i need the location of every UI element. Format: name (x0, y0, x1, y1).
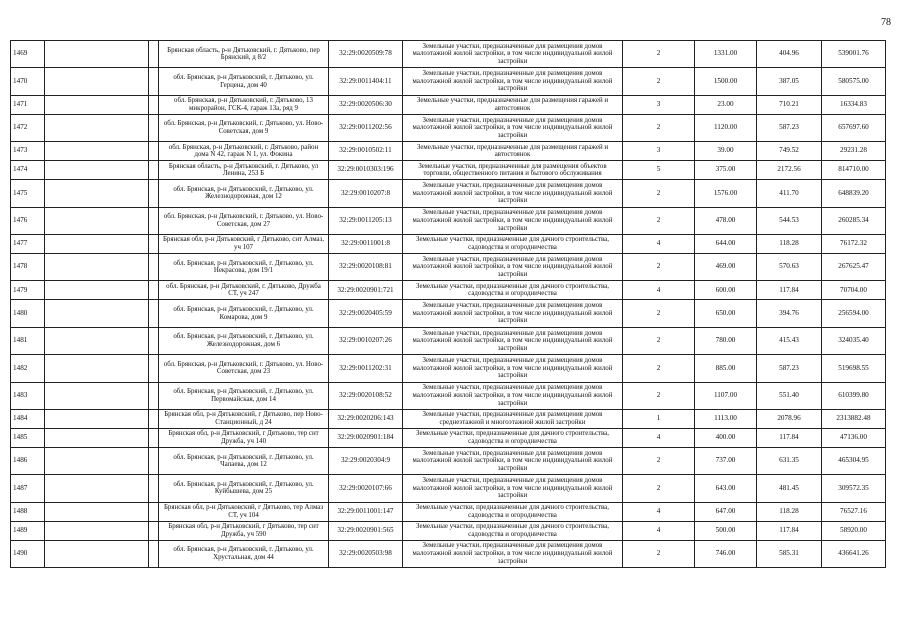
blank-cell (45, 409, 149, 428)
specific-value-cell: 404.96 (757, 41, 822, 68)
address-cell: обл. Брянская, р-н Дятьковский, г. Дятьково, ул. Железнодорожная, дом 12 (159, 180, 329, 207)
table-row (11, 114, 886, 141)
specific-value-cell: 117.84 (757, 428, 822, 447)
area-cell: 500.00 (695, 521, 757, 540)
group-cell: 2 (623, 355, 695, 382)
spacer-cell (149, 41, 159, 68)
blank-cell (45, 114, 149, 141)
specific-value-cell: 710.21 (757, 95, 822, 114)
address-cell: Брянская область, р-н Дятьковский, г. Дятьково, пер Брянский, д 8/2 (159, 41, 329, 68)
cadastral-number-cell: 32:29:0020108:52 (329, 382, 403, 409)
row-number-cell: 1484 (11, 409, 45, 428)
table-body (11, 41, 886, 568)
spacer-cell (149, 300, 159, 327)
blank-cell (45, 281, 149, 300)
row-number-cell: 1478 (11, 253, 45, 280)
table-row (11, 207, 886, 234)
cadastral-value-cell: 256594.00 (822, 300, 886, 327)
table-row (11, 142, 886, 161)
table-row (11, 41, 886, 68)
cadastral-number-cell: 32:29:0011205:13 (329, 207, 403, 234)
specific-value-cell: 551.40 (757, 382, 822, 409)
spacer-cell (149, 475, 159, 502)
cadastral-number-cell: 32:29:0020206:143 (329, 409, 403, 428)
blank-cell (45, 382, 149, 409)
row-number-cell: 1477 (11, 234, 45, 253)
specific-value-cell: 394.76 (757, 300, 822, 327)
blank-cell (45, 327, 149, 354)
group-cell: 2 (623, 382, 695, 409)
cadastral-value-cell: 814710.00 (822, 161, 886, 180)
cadastral-number-cell: 32:29:0020509:78 (329, 41, 403, 68)
spacer-cell (149, 253, 159, 280)
cadastral-value-cell: 465304.95 (822, 447, 886, 474)
address-cell: обл. Брянская, р-н Дятьковский, г. Дятьково, ул. Куйбышева, дом 25 (159, 475, 329, 502)
row-number-cell: 1470 (11, 68, 45, 95)
cadastral-value-cell: 16334.83 (822, 95, 886, 114)
specific-value-cell: 587.23 (757, 114, 822, 141)
cadastral-number-cell: 32:29:0011001:147 (329, 502, 403, 521)
address-cell: обл. Брянская, р-н Дятьковский, г. Дятьково, ул. Ново-Советская, дом 9 (159, 114, 329, 141)
spacer-cell (149, 447, 159, 474)
table-row (11, 447, 886, 474)
land-use-cell: Земельные участки, предназначенные для размещения домов малоэтажной жилой застройки, в том числе индивидуальной жилой застройки (403, 447, 623, 474)
specific-value-cell: 587.23 (757, 355, 822, 382)
area-cell: 600.00 (695, 281, 757, 300)
table-row (11, 409, 886, 428)
row-number-cell: 1488 (11, 502, 45, 521)
area-cell: 1331.00 (695, 41, 757, 68)
land-use-cell: Земельные участки, предназначенные для размещения домов малоэтажной жилой застройки, в том числе индивидуальной жилой застройки (403, 207, 623, 234)
area-cell: 478.00 (695, 207, 757, 234)
land-use-cell: Земельные участки, предназначенные для размещения домов малоэтажной жилой застройки, в том числе индивидуальной жилой застройки (403, 180, 623, 207)
spacer-cell (149, 502, 159, 521)
table-row (11, 327, 886, 354)
land-use-cell: Земельные участки, предназначенные для размещения домов малоэтажной жилой застройки, в том числе индивидуальной жилой застройки (403, 540, 623, 567)
group-cell: 2 (623, 41, 695, 68)
land-use-cell: Земельные участки, предназначенные для размещения гаражей и автостоянок (403, 95, 623, 114)
group-cell: 2 (623, 300, 695, 327)
table-row (11, 180, 886, 207)
table-row (11, 502, 886, 521)
blank-cell (45, 540, 149, 567)
specific-value-cell: 544.53 (757, 207, 822, 234)
cadastral-value-cell: 436641.26 (822, 540, 886, 567)
cadastral-number-cell: 32:29:0011001:8 (329, 234, 403, 253)
spacer-cell (149, 142, 159, 161)
cadastral-number-cell: 32:29:0011202:31 (329, 355, 403, 382)
area-cell: 375.00 (695, 161, 757, 180)
address-cell: обл. Брянская, р-н Дятьковский, г. Дятьково, район дома N 42, гараж N 1, ул. Фокина (159, 142, 329, 161)
blank-cell (45, 95, 149, 114)
spacer-cell (149, 540, 159, 567)
cadastral-value-cell: 2313882.48 (822, 409, 886, 428)
area-cell: 1500.00 (695, 68, 757, 95)
row-number-cell: 1474 (11, 161, 45, 180)
address-cell: обл. Брянская, р-н Дятьковский, г. Дятьково, ул. Чапаева, дом 12 (159, 447, 329, 474)
blank-cell (45, 161, 149, 180)
cadastral-number-cell: 32:29:0020108:81 (329, 253, 403, 280)
cadastral-value-cell: 70704.00 (822, 281, 886, 300)
land-use-cell: Земельные участки, предназначенные для дачного строительства, садоводства и огородничества (403, 428, 623, 447)
area-cell: 746.00 (695, 540, 757, 567)
cadastral-number-cell: 32:29:0020304:9 (329, 447, 403, 474)
specific-value-cell: 387.05 (757, 68, 822, 95)
cadastral-number-cell: 32:29:0020503:98 (329, 540, 403, 567)
specific-value-cell: 2172.56 (757, 161, 822, 180)
group-cell: 4 (623, 428, 695, 447)
area-cell: 737.00 (695, 447, 757, 474)
table-row (11, 95, 886, 114)
specific-value-cell: 570.63 (757, 253, 822, 280)
cadastral-value-table (10, 40, 886, 568)
land-use-cell: Земельные участки, предназначенные для размещения домов малоэтажной жилой застройки, в том числе индивидуальной жилой застройки (403, 253, 623, 280)
table-row (11, 382, 886, 409)
area-cell: 400.00 (695, 428, 757, 447)
cadastral-value-cell: 47136.00 (822, 428, 886, 447)
land-use-cell: Земельные участки, предназначенные для размещения домов среднеэтажной и многоэтажной жилой застройки (403, 409, 623, 428)
specific-value-cell: 117.84 (757, 521, 822, 540)
group-cell: 2 (623, 447, 695, 474)
group-cell: 4 (623, 521, 695, 540)
cadastral-value-cell: 76172.32 (822, 234, 886, 253)
cadastral-value-cell: 610399.80 (822, 382, 886, 409)
table-row (11, 281, 886, 300)
address-cell: обл. Брянская, р-н Дятьковский, г. Дятьково, ул. Герцена, дом 40 (159, 68, 329, 95)
row-number-cell: 1483 (11, 382, 45, 409)
spacer-cell (149, 281, 159, 300)
spacer-cell (149, 382, 159, 409)
row-number-cell: 1489 (11, 521, 45, 540)
cadastral-value-cell: 76527.16 (822, 502, 886, 521)
group-cell: 2 (623, 475, 695, 502)
cadastral-value-cell: 648839.20 (822, 180, 886, 207)
group-cell: 4 (623, 502, 695, 521)
table-row (11, 161, 886, 180)
cadastral-number-cell: 32:29:0020506:30 (329, 95, 403, 114)
group-cell: 2 (623, 114, 695, 141)
blank-cell (45, 475, 149, 502)
area-cell: 885.00 (695, 355, 757, 382)
specific-value-cell: 117.84 (757, 281, 822, 300)
land-use-cell: Земельные участки, предназначенные для размещения домов малоэтажной жилой застройки, в том числе индивидуальной жилой застройки (403, 327, 623, 354)
cadastral-value-cell: 324035.40 (822, 327, 886, 354)
address-cell: Брянская обл, р-н Дятьковский, г Дятьково, снт Алмаз, уч 107 (159, 234, 329, 253)
group-cell: 2 (623, 180, 695, 207)
spacer-cell (149, 327, 159, 354)
table-row (11, 355, 886, 382)
area-cell: 1576.00 (695, 180, 757, 207)
address-cell: Брянская обл, р-н Дятьковский, г Дятьково, пер Ново-Станционный, д 24 (159, 409, 329, 428)
blank-cell (45, 253, 149, 280)
cadastral-value-cell: 657697.60 (822, 114, 886, 141)
blank-cell (45, 300, 149, 327)
land-use-cell: Земельные участки, предназначенные для размещения домов малоэтажной жилой застройки, в том числе индивидуальной жилой застройки (403, 114, 623, 141)
spacer-cell (149, 114, 159, 141)
cadastral-value-cell: 580575.00 (822, 68, 886, 95)
group-cell: 1 (623, 409, 695, 428)
cadastral-number-cell: 32:29:0020405:59 (329, 300, 403, 327)
spacer-cell (149, 428, 159, 447)
specific-value-cell: 118.28 (757, 502, 822, 521)
blank-cell (45, 142, 149, 161)
row-number-cell: 1482 (11, 355, 45, 382)
cadastral-number-cell: 32:29:0020901:565 (329, 521, 403, 540)
area-cell: 647.00 (695, 502, 757, 521)
table-row (11, 540, 886, 567)
cadastral-number-cell: 32:29:0020901:184 (329, 428, 403, 447)
address-cell: Брянская обл, р-н Дятьковский, г Дятьково, тер снт Дружба, уч 140 (159, 428, 329, 447)
row-number-cell: 1471 (11, 95, 45, 114)
row-number-cell: 1476 (11, 207, 45, 234)
address-cell: обл. Брянская, р-н Дятьковский, г. Дятьково, ул. Ново-Советская, дом 27 (159, 207, 329, 234)
area-cell: 1120.00 (695, 114, 757, 141)
specific-value-cell: 481.45 (757, 475, 822, 502)
area-cell: 780.00 (695, 327, 757, 354)
land-use-cell: Земельные участки, предназначенные для дачного строительства, садоводства и огородничества (403, 502, 623, 521)
blank-cell (45, 502, 149, 521)
page-number: 78 (881, 17, 891, 28)
land-use-cell: Земельные участки, предназначенные для размещения объектов торговли, общественного питания и бытового обслуживания (403, 161, 623, 180)
group-cell: 4 (623, 234, 695, 253)
row-number-cell: 1485 (11, 428, 45, 447)
group-cell: 2 (623, 253, 695, 280)
spacer-cell (149, 161, 159, 180)
cadastral-number-cell: 32:29:0011404:11 (329, 68, 403, 95)
area-cell: 23.00 (695, 95, 757, 114)
specific-value-cell: 2078.96 (757, 409, 822, 428)
row-number-cell: 1473 (11, 142, 45, 161)
table-row (11, 428, 886, 447)
specific-value-cell: 411.70 (757, 180, 822, 207)
spacer-cell (149, 207, 159, 234)
blank-cell (45, 521, 149, 540)
land-use-cell: Земельные участки, предназначенные для дачного строительства, садоводства и огородничества (403, 521, 623, 540)
blank-cell (45, 447, 149, 474)
row-number-cell: 1469 (11, 41, 45, 68)
blank-cell (45, 355, 149, 382)
area-cell: 39.00 (695, 142, 757, 161)
row-number-cell: 1480 (11, 300, 45, 327)
group-cell: 4 (623, 281, 695, 300)
land-use-cell: Земельные участки, предназначенные для дачного строительства, садоводства и огородничества (403, 281, 623, 300)
address-cell: обл. Брянская, р-н Дятьковский, г. Дятьково, ул. Ново-Советская, дом 23 (159, 355, 329, 382)
land-use-cell: Земельные участки, предназначенные для размещения домов малоэтажной жилой застройки, в том числе индивидуальной жилой застройки (403, 355, 623, 382)
address-cell: обл. Брянская, р-н Дятьковский, г. Дятьково, ул. Некрасова, дом 19/1 (159, 253, 329, 280)
group-cell: 2 (623, 327, 695, 354)
spacer-cell (149, 95, 159, 114)
spacer-cell (149, 355, 159, 382)
row-number-cell: 1472 (11, 114, 45, 141)
area-cell: 644.00 (695, 234, 757, 253)
cadastral-number-cell: 32:29:0020901:721 (329, 281, 403, 300)
table-row (11, 521, 886, 540)
cadastral-number-cell: 32:29:0010502:11 (329, 142, 403, 161)
cadastral-number-cell: 32:29:0010303:196 (329, 161, 403, 180)
land-use-cell: Земельные участки, предназначенные для дачного строительства, садоводства и огородничества (403, 234, 623, 253)
area-cell: 1107.00 (695, 382, 757, 409)
land-use-cell: Земельные участки, предназначенные для размещения домов малоэтажной жилой застройки, в том числе индивидуальной жилой застройки (403, 382, 623, 409)
specific-value-cell: 631.35 (757, 447, 822, 474)
land-use-cell: Земельные участки, предназначенные для размещения домов малоэтажной жилой застройки, в том числе индивидуальной жилой застройки (403, 300, 623, 327)
address-cell: обл. Брянская, р-н Дятьковский, г. Дятьково, ул. Железнодорожная, дом 6 (159, 327, 329, 354)
spacer-cell (149, 180, 159, 207)
cadastral-value-cell: 267625.47 (822, 253, 886, 280)
group-cell: 2 (623, 540, 695, 567)
land-use-cell: Земельные участки, предназначенные для размещения гаражей и автостоянок (403, 142, 623, 161)
land-use-cell: Земельные участки, предназначенные для размещения домов малоэтажной жилой застройки, в том числе индивидуальной жилой застройки (403, 475, 623, 502)
table-row (11, 253, 886, 280)
specific-value-cell: 118.28 (757, 234, 822, 253)
table-row (11, 475, 886, 502)
row-number-cell: 1486 (11, 447, 45, 474)
row-number-cell: 1479 (11, 281, 45, 300)
area-cell: 1113.00 (695, 409, 757, 428)
cadastral-value-cell: 519698.55 (822, 355, 886, 382)
blank-cell (45, 68, 149, 95)
table-row (11, 234, 886, 253)
blank-cell (45, 234, 149, 253)
table-row (11, 300, 886, 327)
specific-value-cell: 585.31 (757, 540, 822, 567)
specific-value-cell: 749.52 (757, 142, 822, 161)
address-cell: обл. Брянская, р-н Дятьковский, г. Дятьково, ул. Комарова, дом 9 (159, 300, 329, 327)
row-number-cell: 1475 (11, 180, 45, 207)
spacer-cell (149, 234, 159, 253)
spacer-cell (149, 68, 159, 95)
address-cell: Брянская обл, р-н Дятьковский, г Дятьково, тер снт Дружба, уч 590 (159, 521, 329, 540)
group-cell: 3 (623, 95, 695, 114)
land-use-cell: Земельные участки, предназначенные для размещения домов малоэтажной жилой застройки, в том числе индивидуальной жилой застройки (403, 68, 623, 95)
spacer-cell (149, 521, 159, 540)
cadastral-number-cell: 32:29:0011202:56 (329, 114, 403, 141)
address-cell: обл. Брянская, р-н Дятьковский, г. Дятьково, ул. Хрустальная, дом 44 (159, 540, 329, 567)
area-cell: 469.00 (695, 253, 757, 280)
cadastral-number-cell: 32:29:0010207:8 (329, 180, 403, 207)
cadastral-value-cell: 260285.34 (822, 207, 886, 234)
blank-cell (45, 41, 149, 68)
group-cell: 2 (623, 207, 695, 234)
group-cell: 5 (623, 161, 695, 180)
table-row (11, 68, 886, 95)
address-cell: Брянская обл, р-н Дятьковский, г Дятьково, тер Алмаз СТ, уч 104 (159, 502, 329, 521)
group-cell: 3 (623, 142, 695, 161)
address-cell: обл. Брянская, р-н Дятьковский, г. Дятьково, 13 микрорайон, ГСК-4, гараж 13а, ряд 9 (159, 95, 329, 114)
blank-cell (45, 180, 149, 207)
cadastral-value-cell: 309572.35 (822, 475, 886, 502)
row-number-cell: 1487 (11, 475, 45, 502)
row-number-cell: 1490 (11, 540, 45, 567)
cadastral-value-cell: 29231.28 (822, 142, 886, 161)
cadastral-value-cell: 539001.76 (822, 41, 886, 68)
cadastral-number-cell: 32:29:0020107:66 (329, 475, 403, 502)
blank-cell (45, 207, 149, 234)
cadastral-number-cell: 32:29:0010207:26 (329, 327, 403, 354)
cadastral-value-cell: 58920.00 (822, 521, 886, 540)
area-cell: 650.00 (695, 300, 757, 327)
row-number-cell: 1481 (11, 327, 45, 354)
address-cell: обл. Брянская, р-н Дятьковский, г. Дятьково, ул. Первомайская, дом 14 (159, 382, 329, 409)
specific-value-cell: 415.43 (757, 327, 822, 354)
blank-cell (45, 428, 149, 447)
address-cell: обл. Брянская, р-н Дятьковский, г. Дятьково, Дружба СТ, уч 247 (159, 281, 329, 300)
group-cell: 2 (623, 68, 695, 95)
spacer-cell (149, 409, 159, 428)
area-cell: 643.00 (695, 475, 757, 502)
land-use-cell: Земельные участки, предназначенные для размещения домов малоэтажной жилой застройки, в том числе индивидуальной жилой застройки (403, 41, 623, 68)
address-cell: Брянская область, р-н Дятьковский, г. Дятьково, ул Ленина, 253 Б (159, 161, 329, 180)
